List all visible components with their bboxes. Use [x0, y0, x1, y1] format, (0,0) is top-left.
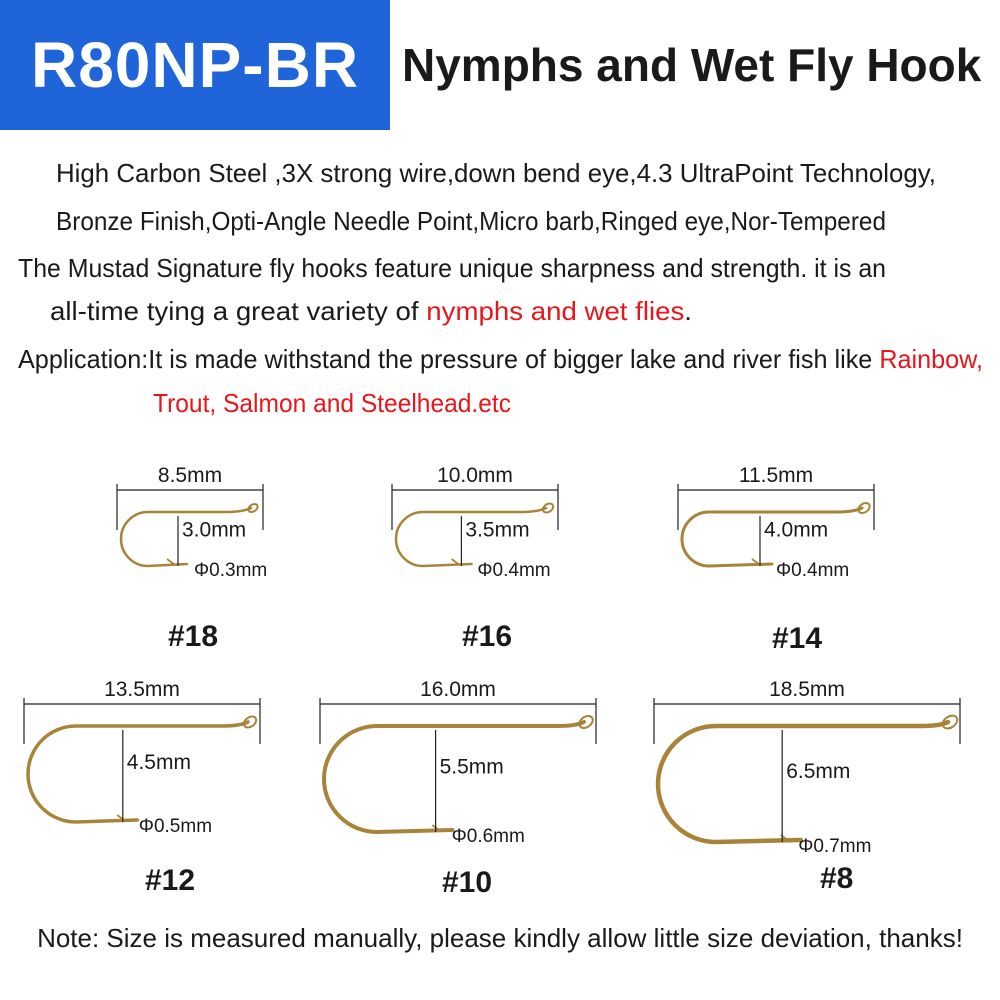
- hook-eye: [856, 501, 871, 515]
- description-line-2: [50, 298, 692, 324]
- hook-wire-label: Φ0.7mm: [798, 836, 872, 857]
- hook-wire-label: Φ0.3mm: [194, 560, 268, 581]
- hook-length-label: 10.0mm: [437, 464, 513, 487]
- highlight-nymphs: nymphs and wet flies: [426, 296, 685, 326]
- hook-length-label: 16.0mm: [420, 678, 496, 701]
- hook-size-label: #8: [820, 862, 854, 895]
- hook-gap-label: 3.0mm: [182, 518, 247, 542]
- hook-length-label: 13.5mm: [104, 678, 180, 701]
- application-line-2: Trout, Salmon and Steelhead.etc: [153, 388, 511, 418]
- hook-wire-label: Φ0.6mm: [451, 826, 525, 847]
- application-line-1: [18, 346, 983, 372]
- hook-2-drawing: [390, 462, 580, 590]
- hook-gap-label: 4.0mm: [764, 518, 829, 542]
- hook-3-drawing: [676, 462, 896, 590]
- hook-eye: [247, 502, 259, 513]
- hook-wire-label: Φ0.4mm: [776, 560, 850, 581]
- hook-size-label: #16: [462, 620, 513, 653]
- model-badge: [0, 0, 390, 130]
- hook-4-drawing: [22, 676, 282, 846]
- model-number: R80NP-BR: [30, 29, 360, 101]
- hook-size-label: #12: [145, 864, 196, 897]
- hook-length-label: 8.5mm: [157, 464, 223, 487]
- spec-line-1: High Carbon Steel ,3X strong wire,down bend eye,4.3 UltraPoint Technology,: [56, 158, 936, 188]
- description-text: all-time tying a great variety of: [50, 296, 427, 326]
- hook-gap-label: 3.5mm: [465, 518, 530, 542]
- hook-size-label: #18: [168, 620, 219, 653]
- size-note: Note: Size is measured manually, please kindly allow little size deviation, thanks!: [37, 923, 963, 953]
- application-text: Application:It is made withstand the pressure of bigger lake and river fish like: [18, 344, 880, 374]
- hook-eye: [242, 714, 259, 730]
- highlight-rainbow: Rainbow,: [879, 344, 983, 374]
- hook-gap-label: 4.5mm: [126, 751, 191, 775]
- hook-wire-label: Φ0.5mm: [138, 816, 213, 837]
- hook-size-label: #10: [442, 866, 493, 899]
- description-line-1: The Mustad Signature fly hooks feature unique sharpness and strength. it is an: [18, 253, 886, 283]
- page-title: Nymphs and Wet Fly Hook: [402, 39, 982, 91]
- hook-length-label: 18.5mm: [769, 678, 845, 701]
- hook-gap-label: 5.5mm: [439, 755, 504, 779]
- hook-size-label: #14: [772, 622, 823, 655]
- hook-length-label: 11.5mm: [738, 464, 814, 487]
- hook-gap-label: 6.5mm: [786, 760, 851, 784]
- hook-6-drawing: [652, 676, 982, 866]
- hook-wire-label: Φ0.4mm: [477, 560, 551, 581]
- spec-line-2: Bronze Finish,Opti-Angle Needle Point,Micro barb,Ringed eye,Nor-Tempered: [56, 206, 886, 236]
- description-period: .: [684, 296, 692, 326]
- hook-eye: [541, 502, 555, 515]
- hook-5-drawing: [318, 676, 618, 856]
- hook-1-drawing: [115, 462, 285, 590]
